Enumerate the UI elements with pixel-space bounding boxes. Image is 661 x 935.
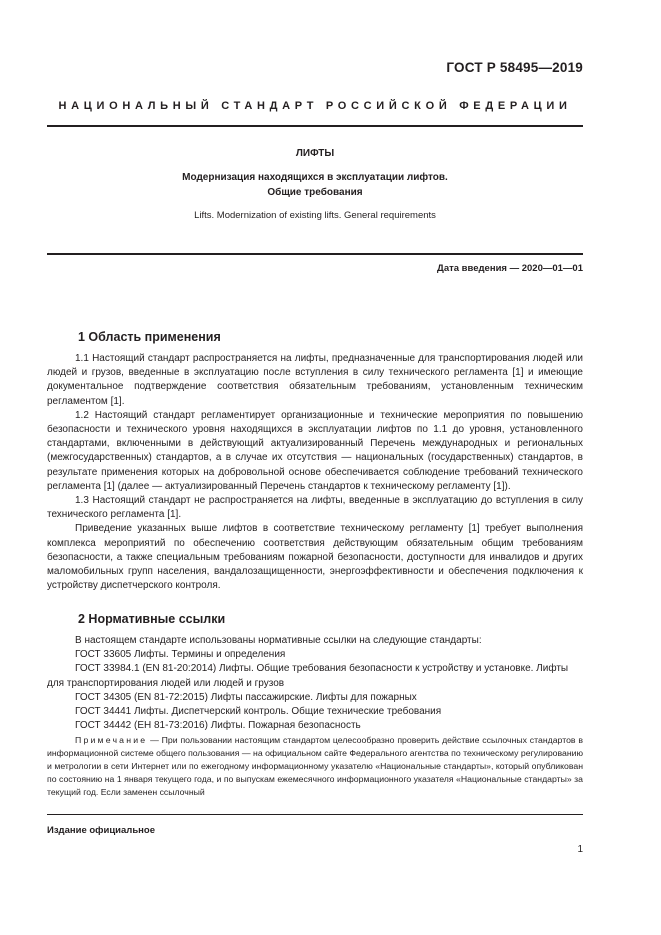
reference-item: ГОСТ 34305 (EN 81-72:2015) Лифты пассажирские. Лифты для пожарных	[75, 691, 417, 703]
main-title-line-1: Модернизация находящихся в эксплуатации лифтов.	[182, 172, 448, 183]
paragraph-1-3-cont: Приведение указанных выше лифтов в соответствие техническому регламенту [1] требует выполнения комплекса мероприятий по обеспечению соответствия действующим обязательным общим требованиям безопасности, а также специальным требованиям пожарной безопасности, доступности для инвалидов и других маломобильных групп населения, вандалозащищенности, энергоэффективности и обеспечения подключения к устройству диспетчерского контроля.	[47, 523, 583, 592]
reference-item: ГОСТ 34441 Лифты. Диспетчерский контроль. Общие технические требования	[75, 706, 442, 718]
official-edition-label: Издание официальное	[47, 825, 155, 836]
top-divider	[47, 125, 583, 127]
document-code: ГОСТ Р 58495—2019	[446, 60, 583, 75]
main-title-line-2: Общие требования	[267, 187, 363, 198]
reference-item: ГОСТ 33984.1 (EN 81-20:2014) Лифты. Общие требования безопасности к устройству и установке. Лифты для транспортирования людей или людей и грузов	[47, 663, 569, 689]
normative-references	[47, 634, 583, 733]
note-text: — При пользовании настоящим стандартом целесообразно проверить действие ссылочных стандартов в информационной системе общего пользования — на официальном сайте Федерального агентства по техническому регулированию и метрологии в сети Интернет или по ежегодному информационному указателю «Национальные стандарты», который опубликован по состоянию на 1 января текущего года, и по выпускам ежемесячного информационного указателя «Национальные стандарты» за текущий год. Если заменен ссылочный	[47, 735, 583, 797]
national-standard-heading: НАЦИОНАЛЬНЫЙ СТАНДАРТ РОССИЙСКОЙ ФЕДЕРАЦИИ	[58, 100, 572, 112]
note	[47, 734, 583, 799]
introduction-date: Дата введения — 2020—01—01	[437, 263, 583, 274]
main-title	[47, 170, 583, 200]
reference-item: ГОСТ 33605 Лифты. Термины и определения	[75, 649, 286, 661]
paragraph-1-1: 1.1 Настоящий стандарт распространяется на лифты, предназначенные для транспортирования людей или людей и грузов, введенные в эксплуатацию после вступления в силу технического регламента [1] и имеющие документальное подтверждение соответствия обязательным требованиям, установленным техническим регламентом [1].	[47, 353, 583, 407]
title-divider	[47, 253, 583, 255]
section-1-body	[47, 352, 583, 593]
page-number: 1	[577, 844, 583, 855]
reference-item: ГОСТ 34442 (EH 81-73:2016) Лифты. Пожарная безопасность	[75, 720, 361, 732]
paragraph-1-2: 1.2 Настоящий стандарт регламентирует организационные и технические мероприятия по повышению безопасности и технического уровня находящихся в эксплуатации лифтов по 1.1 до уровня, установленного стандартами, включенными в действующий актуализированный Перечень международных и региональных (межгосударственных) стандартов, а в случае их отсутствия — национальных (государственных) стандартов, в результате применения которых на добровольной основе обеспечивается соблюдение требований технического регламента [1] (далее — актуализированный Перечень стандартов к техническому регламенту [1]).	[47, 409, 583, 492]
note-label: Примечание	[75, 735, 148, 745]
section-1-heading: 1 Область применения	[78, 330, 221, 344]
references-intro: В настоящем стандарте использованы нормативные ссылки на следующие стандарты:	[75, 635, 482, 646]
paragraph-1-3: 1.3 Настоящий стандарт не распространяется на лифты, введенные в эксплуатацию до вступления в силу технического регламента [1].	[47, 495, 583, 521]
subject-title: ЛИФТЫ	[295, 148, 335, 159]
section-2-heading: 2 Нормативные ссылки	[78, 612, 226, 626]
footer-divider	[47, 814, 583, 815]
english-title: Lifts. Modernization of existing lifts. General requirements	[194, 210, 436, 221]
